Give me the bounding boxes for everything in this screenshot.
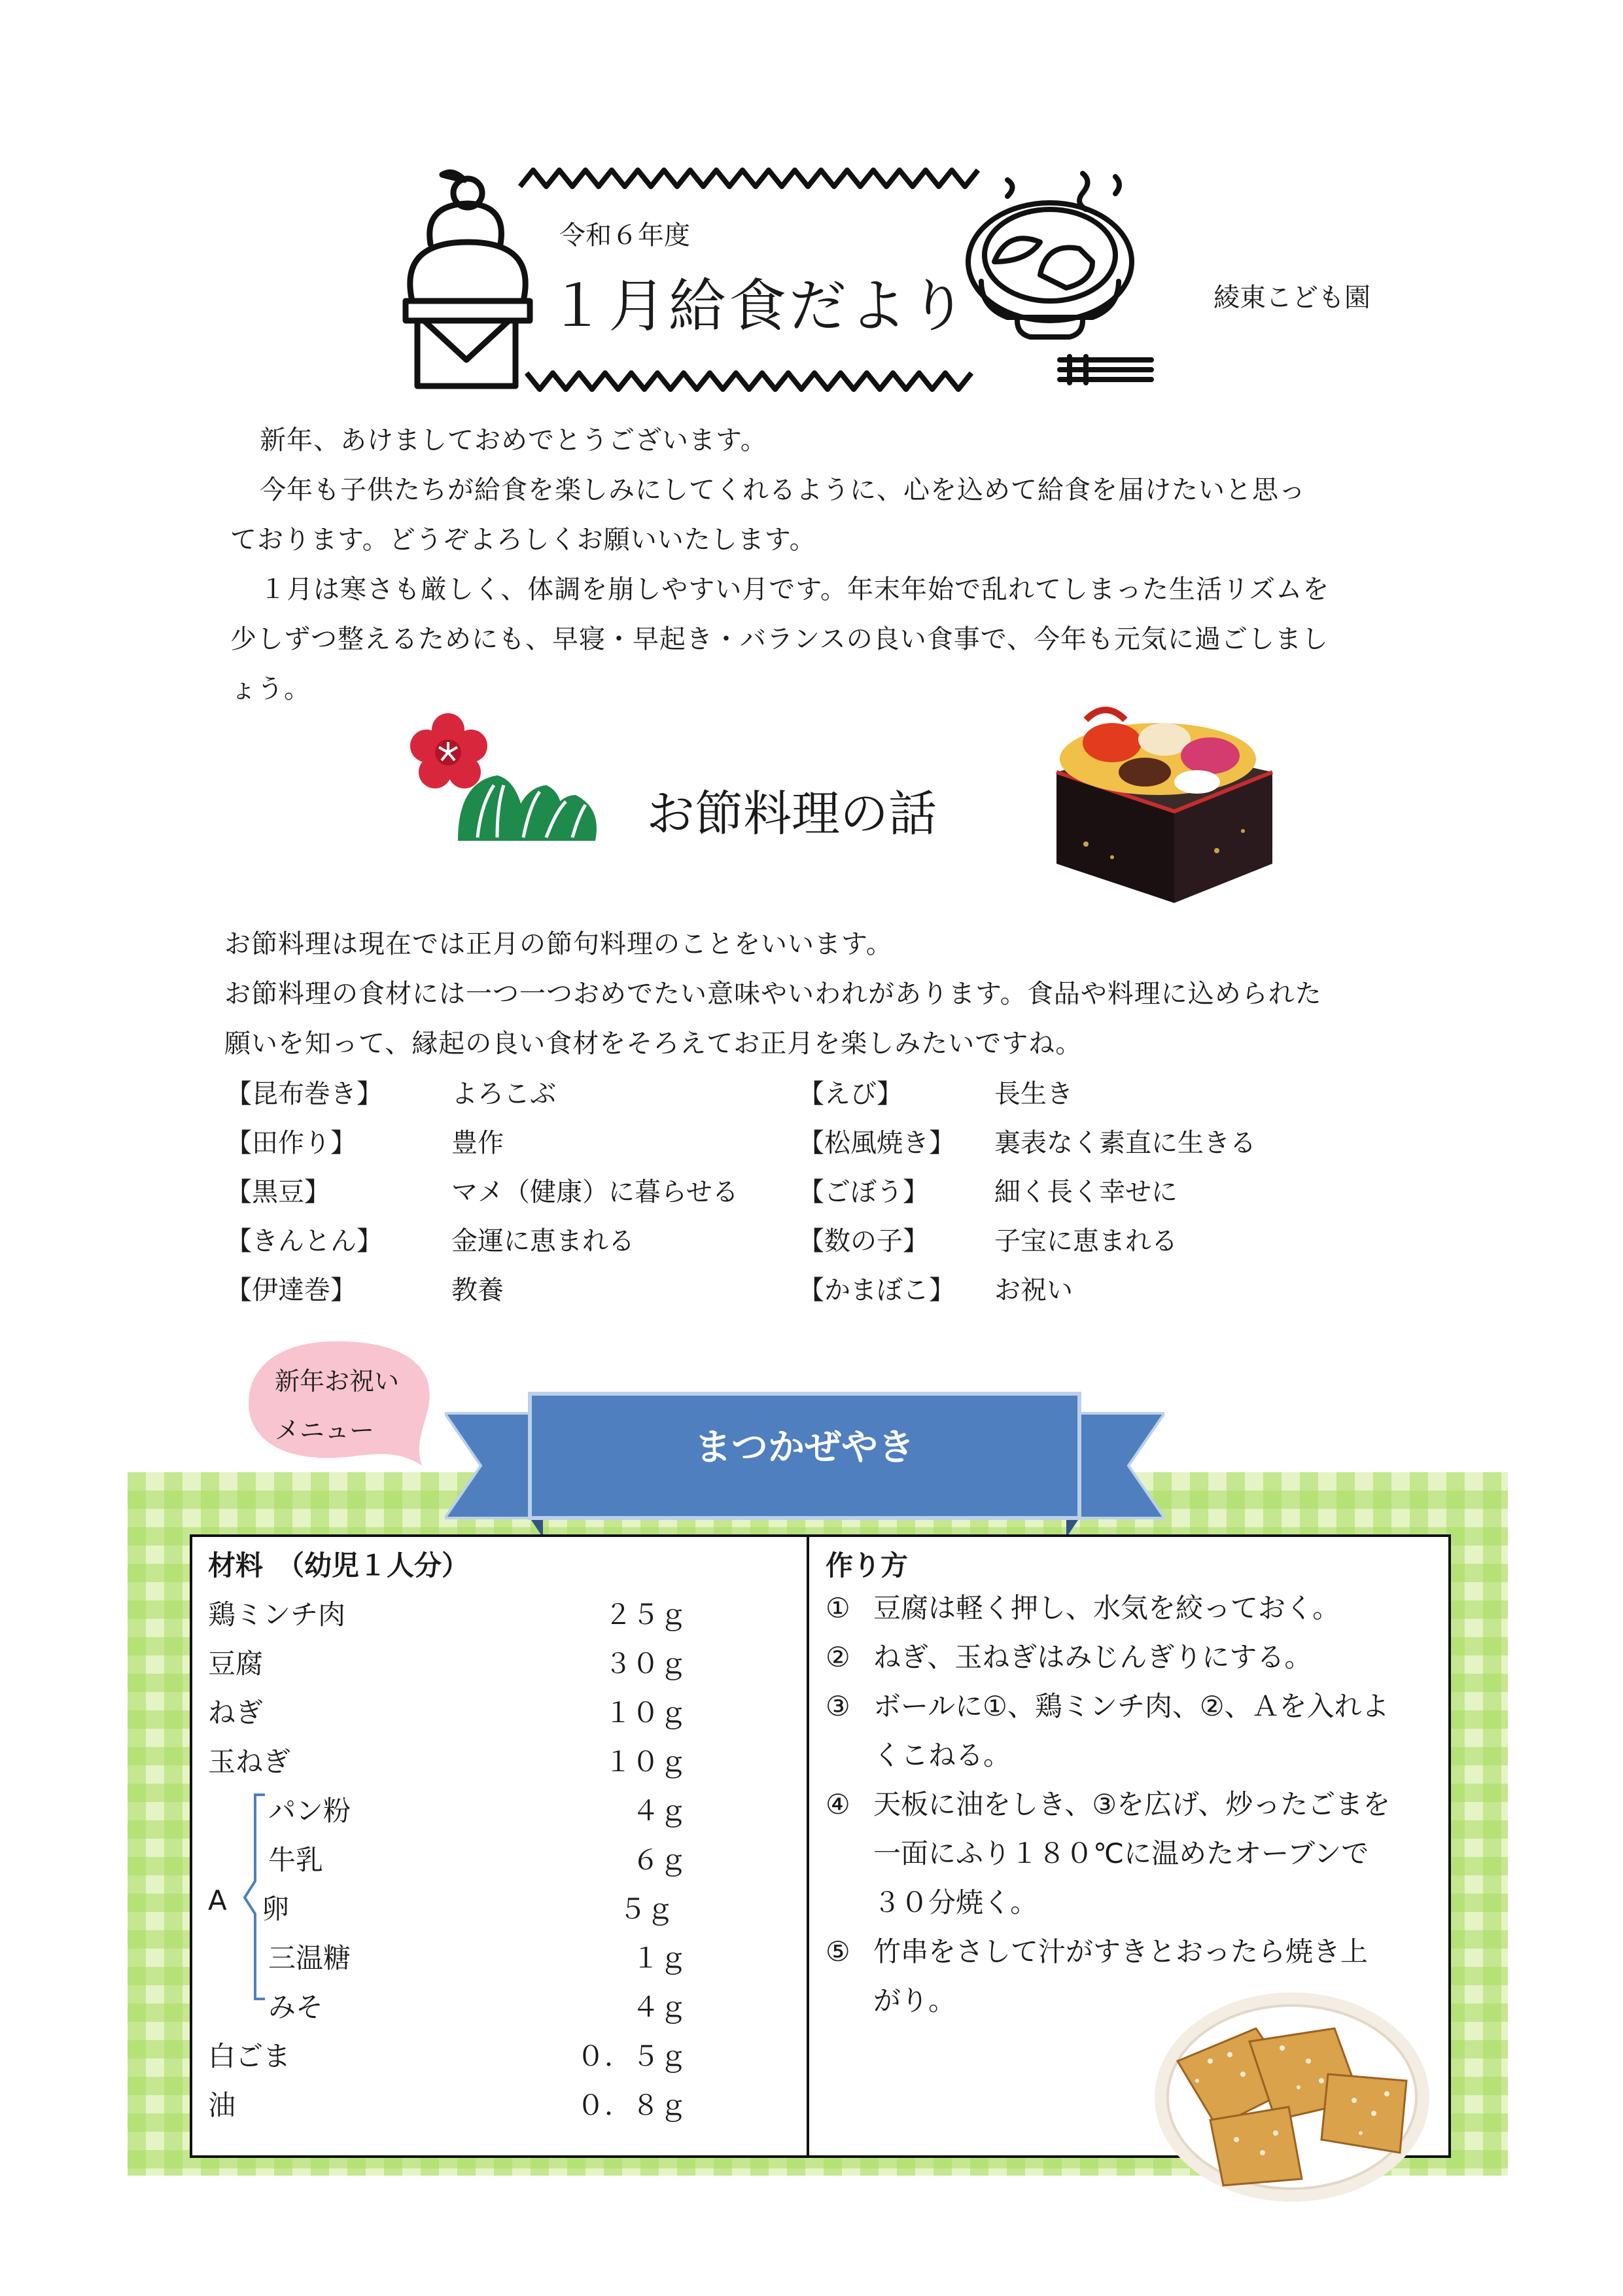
ingredient-amount: １０ｇ [604, 1746, 687, 1778]
method-header: 作り方 [826, 1549, 909, 1581]
step-text: ねぎ、玉ねぎはみじんぎりにする。 [873, 1641, 1312, 1673]
osechi-food: 【伊達巻】 [226, 1275, 357, 1305]
ingredient-name: 油 [208, 2089, 236, 2121]
osechi-food: 【ごぼう】 [798, 1177, 929, 1207]
zigzag-border-top [517, 164, 988, 203]
osechi-line: お節料理は現在では正月の節句料理のことをいいます。 [224, 929, 893, 959]
ingredient-amount: ６ｇ [631, 1844, 687, 1876]
ingredient-amount: ０．８ｇ [576, 2089, 687, 2121]
osechi-item [226, 1073, 383, 1110]
osechi-food: 【きんとん】 [226, 1226, 383, 1256]
zigzag-border-bottom [523, 363, 981, 402]
ingredient-amount: ４ｇ [631, 1795, 687, 1827]
osechi-meaning: 豊作 [451, 1128, 504, 1158]
intro-text [230, 415, 1408, 714]
recipe-divider [807, 1534, 809, 2158]
group-label: A [208, 1884, 227, 1916]
ingredient-amount: ５ｇ [618, 1893, 674, 1925]
osechi-title: お節料理の話 [646, 786, 937, 842]
intro-line: １月は寒さも厳しく、体調を崩しやすい月です。年末年始で乱れてしまった生活リズムを [260, 574, 1330, 605]
step-number: ④ [826, 1788, 850, 1820]
osechi-item [226, 1122, 357, 1159]
ingredient-name: 三温糖 [268, 1942, 351, 1974]
osechi-item [226, 1171, 330, 1209]
ingredient-name: 卵 [262, 1893, 290, 1925]
ingredient-name: 白ごま [208, 2040, 291, 2072]
osechi-meaning: 子宝に恵まれる [994, 1226, 1178, 1256]
osechi-food: 【黒豆】 [226, 1177, 330, 1207]
osechi-meaning: 長生き [994, 1079, 1073, 1109]
ingredient-amount: ４ｇ [631, 1991, 687, 2023]
ozoni-bowl-illustration [962, 170, 1158, 406]
ingredient-name: パン粉 [268, 1795, 351, 1827]
osechi-line: 願いを知って、縁起の良い食材をそろえてお正月を楽しみたいですね。 [224, 1029, 1083, 1059]
osechi-meaning: 細く長く幸せに [994, 1177, 1178, 1207]
osechi-meaning: マメ（健康）に暮らせる [451, 1177, 739, 1207]
osechi-item [226, 1220, 383, 1258]
intro-line: 少しずつ整えるためにも、早寝・早起き・バランスの良い食事で、今年も元気に過ごしまし [230, 624, 1329, 654]
osechi-food: 【かまぼこ】 [798, 1275, 955, 1305]
step-text: 豆腐は軽く押し、水気を絞っておく。 [873, 1592, 1340, 1624]
osechi-food: 【松風焼き】 [798, 1128, 955, 1158]
intro-line: 新年、あけましておめでとうございます。 [260, 425, 767, 455]
bubble-line-2: メニュー [275, 1416, 375, 1445]
ingredient-amount: ０．５ｇ [576, 2040, 687, 2072]
step-text: 一面にふり１８０℃に温めたオーブンで [873, 1837, 1369, 1869]
ingredient-name: 鶏ミンチ肉 [208, 1598, 346, 1631]
ingredient-name: 牛乳 [268, 1844, 324, 1876]
school-name: 綾東こども園 [1213, 283, 1370, 313]
osechi-food: 【田作り】 [226, 1128, 357, 1158]
kagami-mochi-illustration [386, 167, 536, 402]
osechi-box-illustration [1047, 694, 1282, 916]
osechi-food: 【昆布巻き】 [226, 1079, 383, 1109]
osechi-meaning: 教養 [451, 1275, 504, 1305]
ingredient-amount: １ｇ [631, 1942, 687, 1974]
ingredient-name: 豆腐 [208, 1648, 264, 1680]
ingredient-name: ねぎ [208, 1697, 264, 1729]
osechi-description [224, 919, 1435, 1069]
ingredient-name: みそ [268, 1991, 324, 2023]
osechi-line: お節料理の食材には一つ一つおめでたい意味やいわれがあります。食品や料理に込められた [224, 979, 1322, 1009]
bubble-line-1: 新年お祝い [275, 1367, 400, 1396]
osechi-meaning: 金運に恵まれる [451, 1226, 635, 1256]
ingredient-amount: １０ｇ [604, 1697, 687, 1729]
ingredient-name: 玉ねぎ [208, 1746, 291, 1778]
osechi-meaning: よろこぶ [451, 1079, 556, 1109]
intro-line: 今年も子供たちが給食を楽しみにしてくれるように、心を込めて給食を届けたいと思っ [260, 475, 1306, 505]
step-number: ③ [826, 1690, 850, 1722]
plum-pine-illustration [406, 710, 602, 841]
matsukaze-yaki-photo [1151, 1989, 1433, 2205]
menu-speech-bubble [239, 1335, 448, 1479]
osechi-food: 【数の子】 [798, 1226, 929, 1256]
ingredient-amount: ３０ｇ [604, 1648, 687, 1680]
step-text: 竹串をさして汁がすきとおったら焼き上 [873, 1935, 1369, 1968]
step-text: 天板に油をしき、③を広げ、炒ったごまを [873, 1788, 1391, 1820]
osechi-meaning: 裏表なく素直に生きる [994, 1128, 1256, 1158]
osechi-food: 【えび】 [798, 1079, 903, 1109]
step-number: ⑤ [826, 1935, 850, 1968]
step-number: ② [826, 1641, 850, 1673]
ingredients-header: 材料 （幼児１人分） [208, 1549, 470, 1581]
step-text: ボールに①、鶏ミンチ肉、②、Ａを入れよ [873, 1690, 1389, 1722]
step-text: ３０分焼く。 [873, 1886, 1038, 1918]
intro-line: ょう。 [230, 674, 311, 704]
intro-line: ております。どうぞよろしくお願いいたします。 [230, 525, 816, 555]
step-number: ① [826, 1592, 850, 1624]
ingredient-amount: ２５ｇ [604, 1598, 687, 1631]
step-text: がり。 [873, 1985, 956, 2017]
newsletter-title: １月給食だより [548, 272, 970, 340]
osechi-item [226, 1269, 357, 1307]
fiscal-year-label: 令和６年度 [559, 221, 690, 251]
osechi-meaning: お祝い [994, 1275, 1073, 1305]
step-text: くこねる。 [873, 1739, 1011, 1771]
recipe-title: まつかぜやき [695, 1426, 915, 1469]
